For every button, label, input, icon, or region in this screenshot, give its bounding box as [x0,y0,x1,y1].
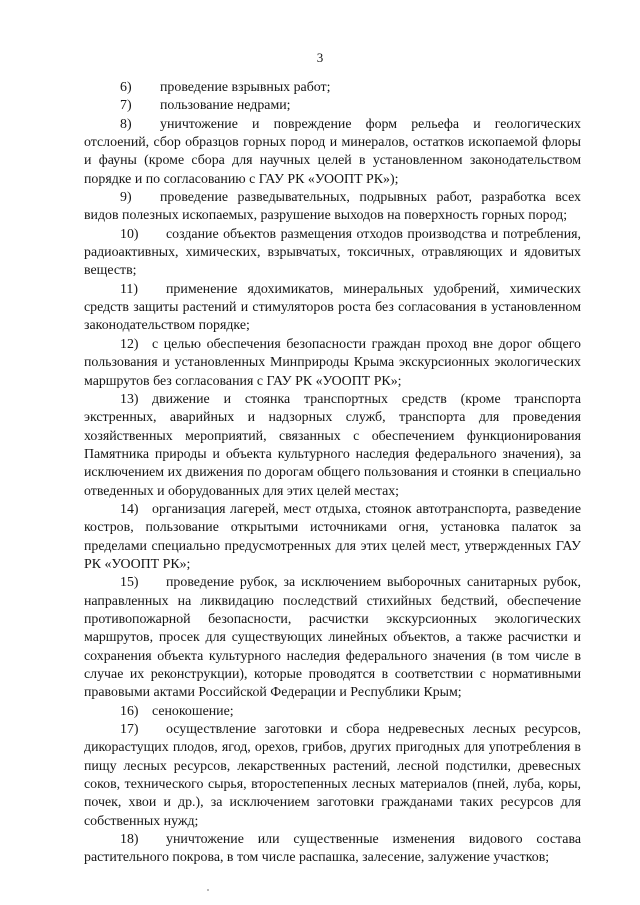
item-number: 15) [120,575,139,591]
item-text: проведение взрывных работ; [160,80,331,95]
item-number: 12) [120,336,139,352]
item-text: создание объектов размещения отходов производства и потребления, радиоактивных, химических, взрывчатых, токсичных, отравляющих и ядовитых веществ; [84,226,581,279]
item-text: уничтожение или существенные изменения видового состава растительного покрова, в том числе распашка, залесение, залужение участков; [84,832,581,866]
item-text: уничтожение и повреждение форм рельефа и геологических отслоений, сбор образцов горных пород и минералов, остатков ископаемой флоры и фауны (кроме сбора для научных целей в установленном законодательством порядке и по согласованию с ГАУ РК «УООПТ РК»); [84,116,581,187]
item-number: 13) [120,391,139,407]
list-item [84,336,581,391]
item-text: проведение разведывательных, подрывных работ, разработка всех видов полезных ископаемых, разрушение выходов на поверхность горных пород; [84,190,581,224]
list-item [84,721,581,831]
list-item [84,391,581,501]
item-number: 9) [120,190,132,206]
list-item [84,116,581,189]
item-text: движение и стоянка транспортных средств (кроме транспорта экстренных, аварийных и надзорных служб, транспорта для проведения хозяйственных мероприятий, связанных с обеспечением функционирования Памятника природы и объекта культурного наследия федерального значения), за исключением их движения по дорогам общего пользования и стоянки в специально отведенных и оборудованных для этих целей местах; [84,391,581,499]
item-text: пользование недрами; [160,98,291,114]
item-number: 7) [120,98,132,114]
list-item [84,189,581,226]
item-number: 10) [120,226,139,242]
item-number: 16) [120,703,139,719]
page-number: 3 [316,50,324,65]
item-text: проведение рубок, за исключением выборочных санитарных рубок, направленных на ликвидацию последствий стихийных бедствий, обеспечение противопожарной безопасности, расчистки экскурсионных экологических маршрутов, просек для существующих линейных объектов, а также расчистки и сохранения объекта культурного наследия федерального значения (в том числе в случае их реконструкции), которые проводятся в соответствии с нормативными правовыми актами Российской Федерации и Республики Крым; [84,575,581,701]
item-text: применение ядохимикатов, минеральных удобрений, химических средств защиты растений и стимуляторов роста без согласования в установленном законодательством порядке; [84,281,581,334]
item-text: с целью обеспечения безопасности граждан проход вне дорог общего пользования и установленных Минприроды Крыма экскурсионных экологических маршрутов без согласования с ГАУ РК «УООПТ РК»; [84,336,581,389]
restrictions-list [84,79,581,868]
item-number: 18) [120,832,139,848]
item-number: 11) [120,281,139,297]
scan-speck [207,889,209,891]
item-text: сенокошение; [152,703,234,719]
list-item [84,831,581,868]
list-item [84,97,581,115]
list-item [84,501,581,574]
list-item [84,281,581,336]
item-number: 8) [120,116,132,132]
list-item [84,703,581,721]
item-number: 17) [120,722,139,738]
list-item [84,574,581,702]
item-text: осуществление заготовки и сбора недревесных лесных ресурсов, дикорастущих плодов, ягод, орехов, грибов, других пригодных для употребления в пищу лесных ресурсов, лекарственных растений, лесной подстилки, древесных соков, технического сырья, второстепенных лесных материалов (пней, луба, коры, почек, хвои и др.), за исключением заготовки гражданами таких ресурсов для собственных нужд; [84,722,581,829]
list-item [84,79,581,97]
list-item [84,226,581,281]
item-text: организация лагерей, мест отдыха, стоянок автотранспорта, разведение костров, пользование открытыми источниками огня, установка палаток за пределами специально предусмотренных для этих целей мест, утвержденных ГАУ РК «УООПТ РК»; [84,501,581,572]
item-number: 6) [120,80,132,95]
item-number: 14) [120,501,139,517]
